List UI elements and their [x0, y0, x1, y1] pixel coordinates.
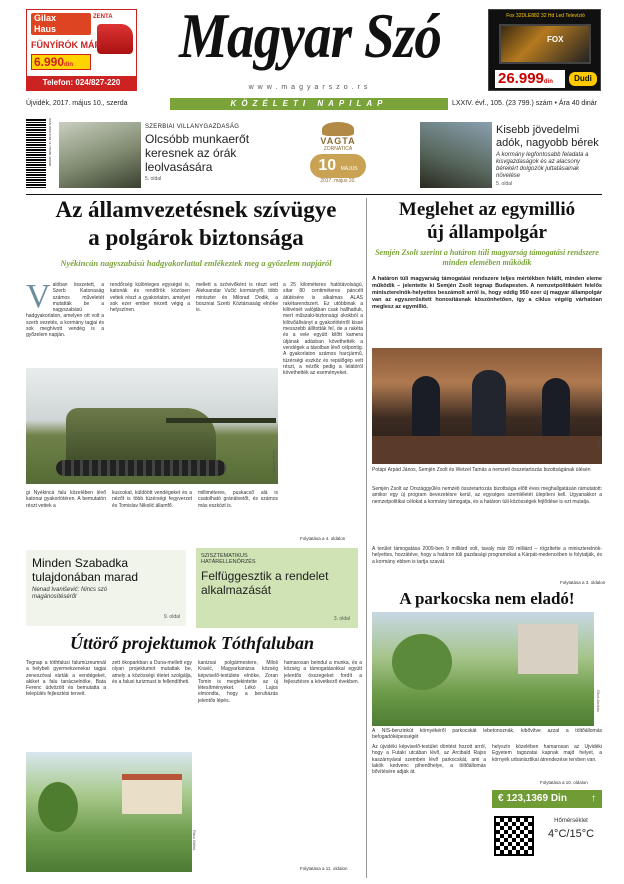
building-shape: [518, 624, 578, 674]
barcode: [26, 118, 46, 188]
park-headline[interactable]: A parkocska nem eladó!: [399, 589, 575, 608]
teaser-lead: A kormány legfontosabb feladata a kisvgazdaságok és az alacsony bérekért dolgozók juttatásainak növelése: [496, 152, 589, 179]
teaser-electricity[interactable]: [145, 124, 285, 190]
ad-gilax[interactable]: [26, 9, 137, 91]
gilax-price-box: 6.990din: [31, 54, 91, 70]
lead-photo-tank: [26, 368, 278, 484]
bottom-continued[interactable]: Folytatása a 11. oldalon: [300, 866, 348, 871]
mini-teaser-szabadka[interactable]: [26, 550, 186, 626]
bottom-col-3: kanizsai polgármestere, Miloš Kravić, Magyarkanizsa község képviselő-testülete elnöke, Zoran Tomin is megtekintette az új létesítményeket. Lékó Lajos elmondta, hogy a beruházás jelentős lépés.: [198, 660, 278, 704]
person-shape: [412, 376, 440, 436]
slogan-bar: [170, 98, 448, 110]
right-headline[interactable]: Meglehet az egymillió új állampolgár: [398, 199, 576, 243]
mini-teaser-title: Felfüggesztik a rendelet alkalmazását: [201, 569, 329, 597]
gilax-phone: Telefon: 024/827-220: [27, 76, 136, 90]
lead-subtitle: Nyékincán nagyszabású hadgyakorlattal emlékeztek meg a győzelem napjáról: [60, 258, 332, 268]
lead-col-3: mellett a szóvivőként is részt vett Aleksandar Vučić kormányfő, több miniszter és Milorad Dodik, a boszniai Szerb Köztársaság elnöke is.: [196, 282, 278, 314]
mini-teaser-title: Minden Szabadka tulajdonában marad: [32, 556, 139, 584]
park-col-2: helyszín közelében hamarosan az Újvidéki Egyetem tagozatai kapnak majd helyet, a környék urbanisztikai átrendezése tervben van.: [492, 744, 602, 763]
park-col-1: Az újvidéki képviselő-testület döntést hozott arról, hogy a Futaki utcában lévő, az Arcibald Rajss kaszárnyával szemben lévő parkocskát, ami a lakók kedvenc pihenőhelye, a töltőállomás bővítésére adják át.: [372, 744, 486, 776]
park-photo: [372, 612, 594, 726]
masthead-website: www.magyarszo.rs: [248, 84, 372, 91]
right-continued[interactable]: Folytatása a 3. oldalon: [560, 580, 606, 585]
barcode-text: ISSN 0350-4182 / 9 770350 418008: [48, 118, 52, 167]
tank-shape: [66, 408, 216, 468]
tank-tracks: [56, 460, 226, 476]
vagta-label: VAGTA: [320, 136, 356, 146]
lead-col-2: rendőrség különleges egységei is, katonák és rendőrök közösen vettek részt a gyakorlaton, amelyet sok ezer ember nézett végig a helyszínen.: [110, 282, 190, 314]
teaser-photo-wages: [420, 122, 492, 188]
right-caption: Potápi Árpád János, Semjén Zsolt és Wetzel Tamás a nemzeti összetartozás bizottságának ülésén: [372, 467, 591, 473]
lead-col-4: a 25 kilométeres hatótávolságú, sítar 80 centiméteres páncélt átütésére is alkalmas ALAS rakétarendszert. Ez utóbbinak a kilövését valójában csak hallhattuk, mert műszaki-biztonsági okokból a kilövőállványt a gyakorlótérről kissé messzebb állították fel, de a rakéta és a vele együtt kilőtt kamera útjának adásban követhették a vendégek a távolban lévő célpontig. A gyakorlaton számos harcjármű, tüzérségi eszköz és repülőgép vett részt, a nézők pedig a lelátóról követhették az eseményeket.: [283, 282, 363, 377]
lead-continued[interactable]: Folytatása a 4. oldalon: [300, 536, 346, 541]
tv-brand: FOX: [547, 35, 564, 44]
exchange-rate-box: [492, 790, 602, 808]
masthead-title: Magyar Szó: [178, 0, 442, 71]
issue-line: LXXIV. évf., 105. (23 799.) szám • Ára 40 dinár: [452, 100, 597, 107]
exchange-rate-value: € 123,1369 Din: [498, 793, 567, 804]
dropcap: V: [26, 282, 51, 315]
teaser-wages[interactable]: [496, 124, 602, 190]
teaser-kicker: SZERBIAI VILLANYGAZDASÁG: [145, 124, 240, 130]
vagta-logo[interactable]: [288, 122, 388, 188]
person-shape: [542, 378, 570, 436]
bottom-headline[interactable]: Úttörő projektumok Tóthfaluban: [69, 633, 315, 653]
mini-teaser-border[interactable]: [196, 548, 358, 628]
bottom-photo-park: [26, 752, 192, 872]
park-caption: A NIS-benzinkút környékéről parkocskát lebetonoznák, kibővítve azzal a töltőállomás befogadóképességét: [372, 728, 602, 741]
teaser-page: 5. oldal: [496, 181, 513, 187]
person-shape: [472, 370, 506, 436]
tv-ad-text: Fox 32DLE882 32 Hd Led Televízió: [506, 13, 585, 19]
gilax-zenta: ZENTA: [93, 14, 113, 20]
mini-teaser-kicker: SZISZTEMATIKUS HATÁRELLENŐRZÉS: [201, 553, 256, 565]
weather-title: Hőmérséklet: [554, 818, 588, 824]
vagta-date: 2017. május 20.: [320, 178, 356, 184]
teaser-page: 5. oldal: [145, 176, 162, 182]
right-subtitle: Semjén Zsolt szerint a határon túli magyarság támogatási rendszere minden elemében működik: [375, 248, 599, 267]
tank-gun: [166, 418, 276, 423]
lawnmower-icon: [97, 24, 133, 54]
park-photo-credit: Ótos András: [596, 690, 601, 713]
bottom-col-1: Tegnap a tóthfalusi falumúzeumnál a helybeli gyermekzenekar tagjai zeneszóval várták a vendégeket, akiket a falu tanácselnöke, Bata Ferenc üdvözölt és bemutatta a település fejlesztési terveit.: [26, 660, 106, 698]
arrow-up-icon: ↑: [591, 793, 596, 804]
park-continued[interactable]: Folytatása a 10. oldalon: [540, 780, 588, 785]
lead-caption-1: gi Nyékincá falu közelében lévő katonai gyakorlótéren. A bemutatón részt vettek a: [26, 490, 106, 509]
horse-icon: [322, 122, 354, 136]
column-divider: [366, 198, 367, 878]
bottom-photo-credit: Rácz Bálint: [192, 830, 197, 851]
lead-caption-2: kuscokat, küldöött vendégeket és a nézőt is több tüzérségi fegyverzet és Tomislav Nikolić államfő.: [112, 490, 192, 509]
lead-headline[interactable]: Az államvezetésnek szívügye a polgárok biztonsága: [55, 197, 337, 250]
gilax-logo: Gilax Haus: [31, 13, 91, 35]
tv-screen-icon: [499, 24, 591, 64]
tree-shape: [38, 782, 78, 832]
weather-box: [540, 818, 602, 858]
gilax-product: FŰNYÍRÓK MÁR: [31, 40, 101, 50]
tv-shop: Dudi: [569, 72, 597, 86]
desk-shape: [372, 436, 602, 464]
vagta-badge: 10 MÁJUS: [310, 154, 366, 178]
date-line: Újvidék, 2017. május 10., szerda: [26, 100, 128, 107]
right-lead: A határon túli magyarság támogatási rendszere teljes mértékben felállt, minden eleme működik – jelentette ki Semjén Zsolt tegnap Budapesten. A nemzetpolitikáért felelős miniszterelnök-helyettes beszámolt arról is, hogy eddig 950 ezer új magyar állampolgár van az egyszerűsített honosításnak köszönhetően, így a ciklus végéig várhatóan meglesz az egymillió.: [372, 276, 602, 310]
right-photo-credit: MTI: [596, 440, 601, 447]
lead-photo-credit: Gruja Andrija: [272, 450, 277, 474]
right-photo-parliament: [372, 348, 602, 464]
lead-caption-3: milliméteres, puskacső alá is csatolható gránátvetőt, és számos más eszközt is.: [198, 490, 278, 509]
lead-col-1: V alóban összetett, a Szerb Katonaság számos műveletét mutatták be a nagyszabású hadgyakorlaton, amelyen ott volt a szerb vezetés, a kormány tagjai és sok meghívott vendég is a győzelem napján.: [26, 282, 104, 339]
tv-price-box: 26.999din: [495, 70, 565, 88]
teaser-title: Kisebb jövedelmi adók, nagyobb bérek: [496, 124, 599, 149]
teaser-title: Olcsóbb munkaerőt keresnek az órák leolvasására: [145, 132, 250, 174]
ad-tv[interactable]: [488, 9, 601, 91]
qr-code[interactable]: [494, 816, 534, 856]
mini-teaser-page: 3. oldal: [333, 616, 350, 622]
building-shape: [122, 774, 182, 814]
right-body-1: Semjén Zsolt az Országgyűlés nemzeti összetartozás bizottsága előtt éves meghallgatásán rámutatott: amikor egy új program bevezetésre kerül, az egységes szemléletét ülepíteni kell. Ugyanakkor a nemzetpolitikai célokat a kormány támogatja, és a határon túli közösségek fejlődése is ezt mutatja.: [372, 486, 602, 505]
rule-top: [26, 194, 602, 195]
weather-value: 4°C/15°C: [547, 828, 595, 840]
mini-teaser-page: 9. oldal: [163, 614, 180, 620]
vagta-sub: ZORNATICA: [323, 146, 353, 152]
teaser-photo-worker: [59, 122, 141, 188]
slogan-text: KÖZÉLETI NAPILAP: [230, 99, 388, 108]
mini-teaser-lead: Nenad Ivanišević: Nincs szó magánosítéséről: [32, 587, 108, 600]
right-body-2: A terület támogatása 2009-ben 9 milliárd volt, tavaly már 89 milliárd – rögzítette a miniszterelnök-helyettes, hozzátéve, hogy a határon túli gazdasági programokat a Kárpát-medencében is folytatják, és a kormány ebben is tartja szavát.: [372, 546, 602, 565]
tree-shape: [392, 634, 452, 690]
bottom-col-2: zett ökoparkban a Duna-mellett egy olyan projektumot mutattak be, amely a közösségi életet szolgálja, és a falusi turizmust is fellendítheti.: [112, 660, 192, 685]
bottom-col-4: hamarosan beindul a munka, és a község a támogatásokkal együtt jelentős összegeket fordít a fejlesztésre a következő években.: [284, 660, 362, 685]
